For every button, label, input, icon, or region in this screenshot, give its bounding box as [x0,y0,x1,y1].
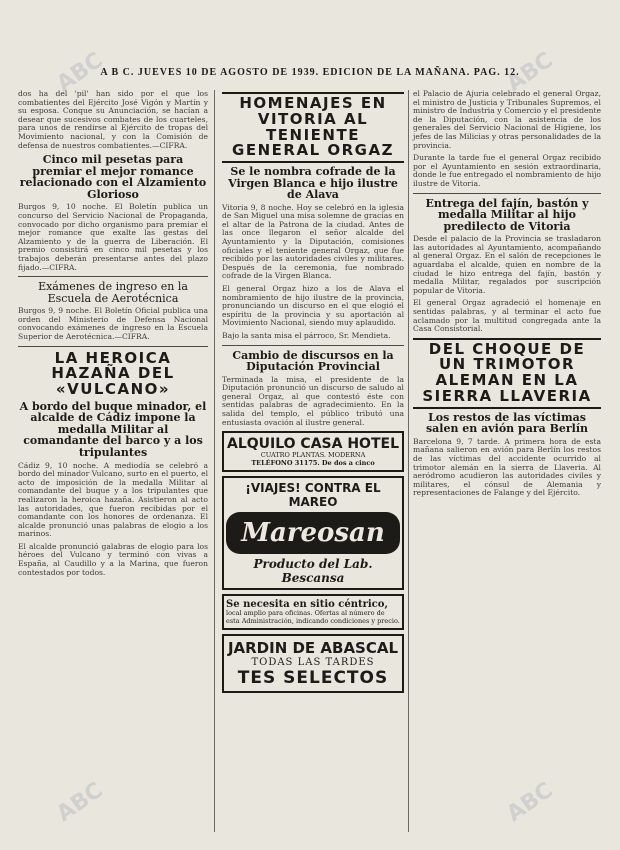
article-subheadline: Los restos de las víctimas salen en avión para Berlín [425,410,589,436]
page-masthead: A B C. JUEVES 10 DE AGOSTO DE 1939. EDICION DE LA MAÑANA. PAG. 12. [100,67,520,78]
article-text: Cádiz 9, 10 noche. A mediodía se celebró a bordo del minador Vulcano, surto en el puerto, el acto de imposición de la medalla Militar al comandante del buque y a los tripulantes que realizaron la heroica hazaña. Asistieron al acto las autoridades, que fueron recibidas por el comandante con los honores de ordenanza. El alcalde pronunció unas palabras de elogio a los marinos. [18,460,208,539]
watermark: ABC [52,777,108,828]
ad-text: TES SELECTOS [237,668,389,689]
separator [18,276,208,277]
column-center [222,90,404,693]
column-divider [408,90,409,832]
separator [18,346,208,347]
ad-text: CUATRO PLANTAS. MODERNA [260,451,366,460]
article-text: El general Orgaz hizo a los de Alava el nombramiento de hijo ilustre de la provincia, pronunciando un discurso en el que elogió el espíritu de la provincia y su aportación al Movimiento Nacional, siendo muy aplaudido. [222,283,404,328]
separator [413,193,601,194]
article-text: dos ha del 'pil' han sido por el que los combatientes del Ejército José Vigón y Martín y su esposa. Conque su Anunciación, se hacían a desear que sucesivos combates de los cuarteles, para unos de rendirse al Ejército de tropas del Movimiento nacional, y con la Comisión de defensa de nuestros combatientes.—CIFRA. [18,89,208,150]
ad-title: Se necesita en sitio céntrico, [226,599,388,611]
ad-alquilo-casa [222,431,404,472]
article-headline: Cambio de discursos en la Diputación Provincial [232,348,394,374]
separator [222,345,404,346]
article-headline: Exámenes de ingreso en la Escuela de Aerotécnica [38,280,188,305]
watermark: ABC [52,47,108,98]
ad-jardin-abascal [222,634,404,693]
article-headline: Cinco mil pesetas para premiar el mejor romance relacionado con el Alzamiento Glorioso [19,153,207,201]
article-text: El general Orgaz agradeció el homenaje en sentidas palabras, y al terminar el acto fue aclamado por la multitud congregada ante la Casa Consistorial. [413,298,601,334]
article-headline: LA HEROICA HAZAÑA DEL «VULCANO» [51,348,175,399]
ad-mareosan [222,476,404,590]
article-text: Desde el palacio de la Provincia se trasladaron las autoridades al Ayuntamiento, acompañando al general Orgaz. En el salón de recepciones le aguardaba el alcalde, quien en nombre de la ciudad le hizo entrega del fajín, bastón y medalla Militar, regalados por suscripción popular de Vitoria. [413,234,601,295]
article-text: Vitoria 9, 8 noche. Hoy se celebró en la iglesia de San Miguel una misa solemne de gracias en el altar de la Patrona de la ciudad. Antes de las once llegaron el señor alcalde del Ayuntamiento y la Diputación, comisiones oficiales y el teniente general Orgaz, que fue recibido por las autoridades civiles y militares. Después de la ceremonia, fue nombrado cofrade de la Virgen Blanca. [222,202,404,281]
article-text: el Palacio de Ajuria celebrado el general Orgaz, el ministro de Justicia y Tribunales Supremos, el ministro de Industria y Comercio y el presidente de la Diputación, con la asistencia de los generales del Servicio Nacional de Higiene, los jefes de las Milicias y otras personalidades de la provincia. [413,89,601,150]
column-divider [214,90,215,832]
article-subheadline: Se le nombra cofrade de la Virgen Blanca e hijo ilustre de Alava [228,165,398,202]
ad-text: TODAS LAS TARDES [251,657,375,669]
article-text: Bajo la santa misa el párroco, Sr. Mendieta. [222,330,391,340]
ad-text: local amplio para oficinas. Ofertas al número de esta Administración, indicando condiciones y precio. [226,609,400,625]
article-subheadline: A bordo del buque minador, el alcalde de Cádiz impone la medalla Militar al comandante del barco y a los tripulantes [19,399,207,459]
watermark: ABC [502,47,558,98]
watermark: ABC [502,777,558,828]
article-text: Durante la tarde fue el general Orgaz recibido por el Ayuntamiento en sesión extraordinaria, donde le fue entregado el nombramiento de hijo ilustre de Vitoria. [413,153,601,188]
ad-brand-logo: Mareosan [226,512,400,554]
column-left [18,90,208,581]
article-text: El alcalde pronunció galabras de elogio para los héroes del Vulcano y terminó con vivas a España, al Caudillo y a la Marina, que fueron contestados por todos. [18,541,208,577]
article-text: Terminada la misa, el presidente de la Diputación pronunció un discurso de saludo al general Orgaz, al que contestó éste con sentidas palabras de agradecimiento. En la salida del templo, el público tributó una entusiasta ovación al ilustre general. [222,374,404,427]
ad-local [222,594,404,630]
article-headline: Entrega del fajín, bastón y medalla Militar al hijo predilecto de Vitoria [425,196,589,233]
article-text: Burgos 9, 10 noche. El Boletín publica un concurso del Servicio Nacional de Propaganda, convocado por dicho organismo para premiar el mejor romance que exalte las gestas del Alzamiento y de la guerra de Liberación. El premio consistirá en cinco mil pesetas y los trabajos deberán presentarse antes del plazo fijado.—CIFRA. [18,202,208,272]
article-headline: HOMENAJES EN VITORIA AL TENIENTE GENERAL ORGAZ [222,92,404,163]
article-text: Burgos 9, 9 noche. El Boletín Oficial publica una orden del Ministerio de Defensa Nacional convocando exámenes de ingreso en la Escuela Superior de Aerotécnica.—CIFRA. [18,306,208,341]
ad-title: JARDIN DE ABASCAL [227,639,399,658]
ad-title: ALQUILO CASA HOTEL [227,436,399,453]
ad-text: Producto del Lab. Bescansa [253,557,373,586]
ad-title: ¡VIAJES! CONTRA EL MAREO [245,481,381,510]
article-text: Barcelona 9, 7 tarde. A primera hora de esta mañana salieron en avión para Berlín los restos de las víctimas del accidente ocurrido al trimotor alemán en la sierra de Llaveria. Al aeródromo acudieron las autoridades civiles y militares, el cónsul de Alemania y representaciones de Falange y del Ejército. [413,436,601,498]
column-right [413,90,601,502]
article-headline: DEL CHOQUE DE UN TRIMOTOR ALEMAN EN LA SIERRA LLAVERIA [413,338,601,409]
ad-text: TELÉFONO 31175. De dos a cinco [251,458,375,467]
